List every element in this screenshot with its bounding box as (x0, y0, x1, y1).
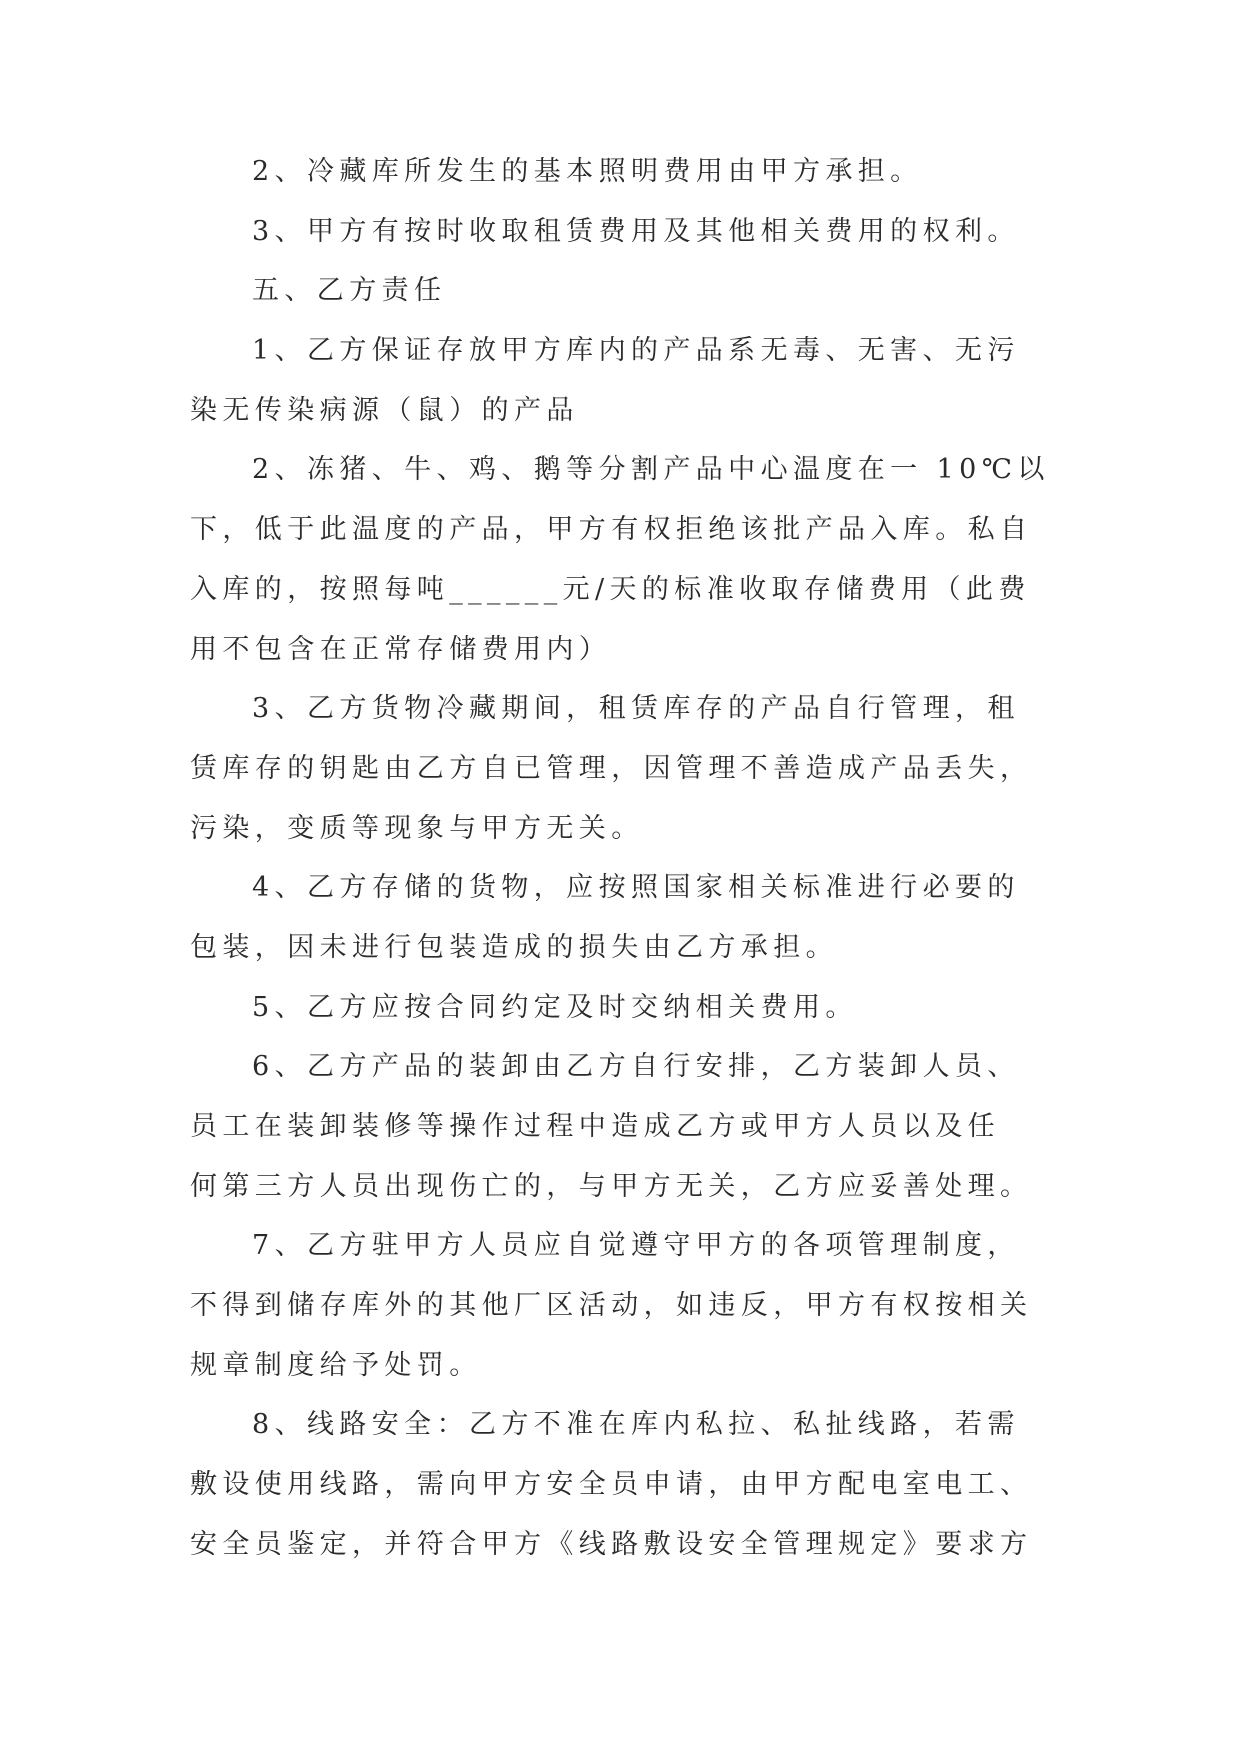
paragraph-start-line: 5、乙方应按合同约定及时交纳相关费用。 (252, 991, 858, 1023)
paragraph-continuation-line: 何第三方人员出现伤亡的，与甲方无关，乙方应妥善处理。 (190, 1170, 1033, 1202)
paragraph-continuation-line: 敷设使用线路，需向甲方安全员申请，由甲方配电室电工、 (190, 1469, 1033, 1501)
paragraph-start-line: 1、乙方保证存放甲方库内的产品系无毒、无害、无污 (252, 335, 1020, 367)
paragraph-start-line: 2、冻猪、牛、鸡、鹅等分割产品中心温度在一 10℃以 (252, 454, 1050, 486)
paragraph-continuation-line: 入库的，按照每吨______元/天的标准收取存储费用（此费 (190, 573, 1031, 605)
paragraph-continuation-line: 赁库存的钥匙由乙方自已管理，因管理不善造成产品丢失， (190, 752, 1033, 784)
paragraph-start-line: 8、线路安全：乙方不准在库内私拉、私扯线路，若需 (252, 1409, 1020, 1441)
paragraph-continuation-line: 用不包含在正常存储费用内） (190, 633, 612, 665)
paragraph-start-line: 3、乙方货物冷藏期间，租赁库存的产品自行管理，租 (252, 693, 1020, 725)
paragraph-start-line: 6、乙方产品的装卸由乙方自行安排，乙方装卸人员、 (252, 1051, 1020, 1083)
paragraph-continuation-line: 规章制度给予处罚。 (190, 1349, 482, 1381)
document-body (190, 158, 1050, 1591)
paragraph-start-line: 3、甲方有按时收取租赁费用及其他相关费用的权利。 (252, 215, 1020, 247)
paragraph-continuation-line: 安全员鉴定，并符合甲方《线路敷设安全管理规定》要求方 (190, 1528, 1033, 1560)
paragraph-start-line: 7、乙方驻甲方人员应自觉遵守甲方的各项管理制度， (252, 1230, 1020, 1262)
paragraph-continuation-line: 下，低于此温度的产品，甲方有权拒绝该批产品入库。私自 (190, 514, 1033, 546)
paragraph-start-line: 4、乙方存储的货物，应按照国家相关标准进行必要的 (252, 872, 1020, 904)
paragraph-continuation-line: 包装，因未进行包装造成的损失由乙方承担。 (190, 931, 838, 963)
paragraph-start-line: 五、乙方责任 (252, 275, 447, 307)
paragraph-continuation-line: 不得到储存库外的其他厂区活动，如违反，甲方有权按相关 (190, 1290, 1033, 1322)
paragraph-continuation-line: 员工在装卸装修等操作过程中造成乙方或甲方人员以及任 (190, 1111, 1000, 1142)
paragraph-start-line: 2、冷藏库所发生的基本照明费用由甲方承担。 (252, 156, 923, 187)
paragraph-continuation-line: 染无传染病源（鼠）的产品 (190, 394, 579, 426)
paragraph-continuation-line: 污染，变质等现象与甲方无关。 (190, 812, 644, 844)
